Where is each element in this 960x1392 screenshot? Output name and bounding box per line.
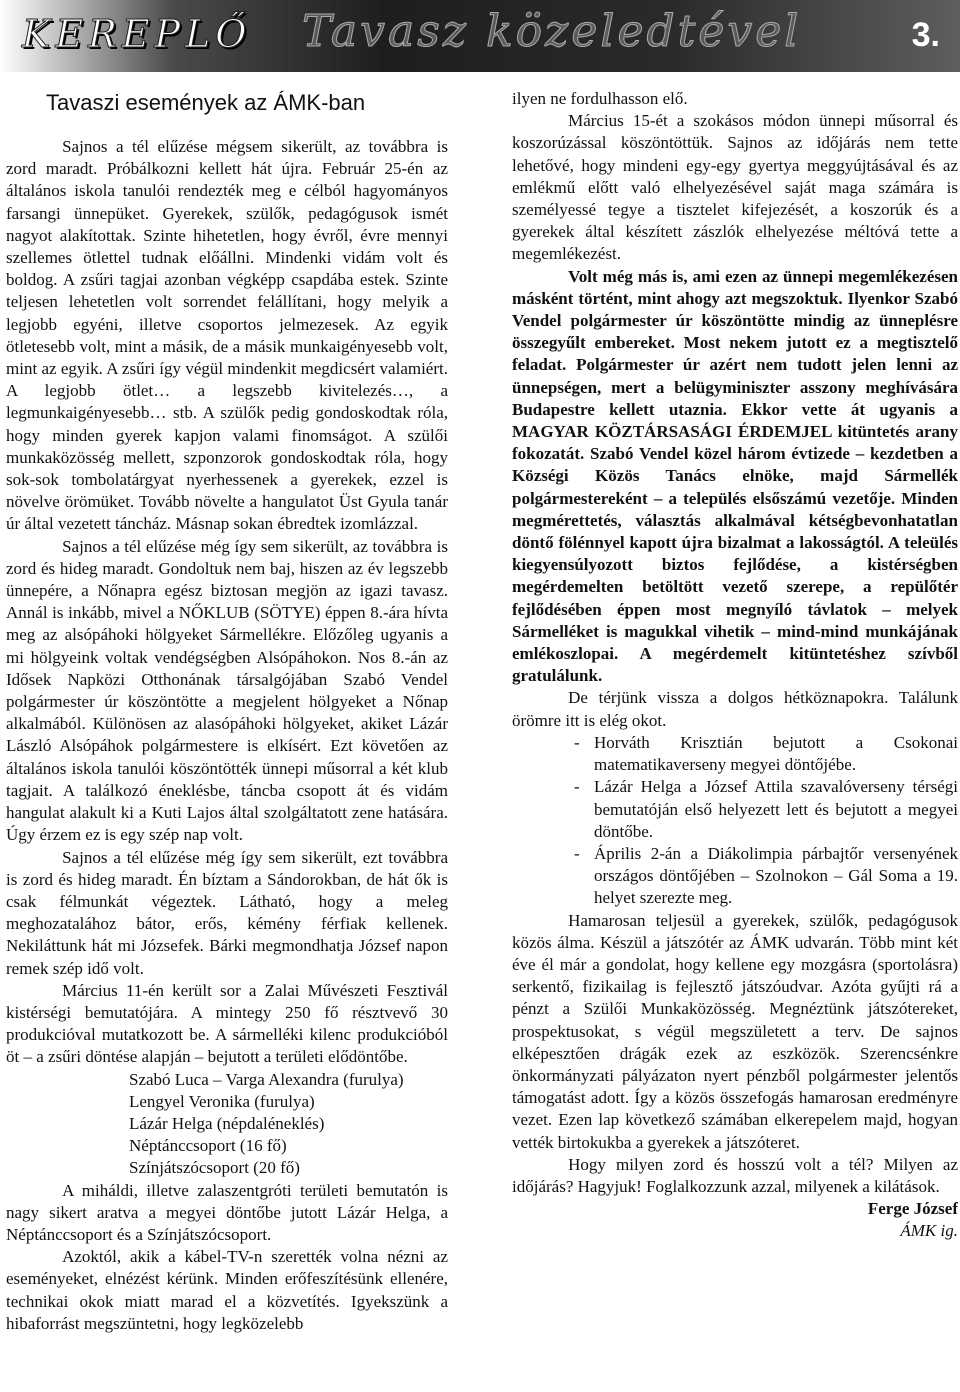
paragraph-idojaras: Hogy milyen zord és hosszú volt a tél? Milyen az időjárás? Hagyjuk! Foglalkozzunk azzal, milyenek a kilátások. — [512, 1154, 958, 1196]
left-column — [6, 90, 448, 1390]
list-item: Színjátszócsoport (20 fő) — [129, 1158, 300, 1178]
list-item: Lengyel Veronika (furulya) — [129, 1091, 315, 1111]
list-item: - Április 2-án a Diákolimpia párbajtőr versenyének országos döntőjében – Szolnokon – Gál Soma a 19. helyet szerezte meg. — [574, 843, 958, 910]
issue-theme: Tavasz közeledtével — [302, 6, 802, 57]
signature-org: ÁMK ig. — [900, 1221, 958, 1241]
paragraph-jatszoter: Hamarosan teljesül a gyerekek, szülők, pedagógusok közös álma. Készül a játszótér az ÁMK udvarán. Több mint két éve él már a gondolat, hogy kellene egy mozgásra (sportolásra) serkentő, fizikailag is fejlesztő játszóudvar. Azóta gyűjti rá a pénzt a Szülői Munkaközösség. Megnéztünk játszótereket, prospektusokat, s végül megszületett a terv. De sajnos elképesztően drágák ezek az eszközök. Szerencsénkre önkormányzati pályázaton nyert pénzből polgármester jelentős támogatást adott. Így a közös összefogás hamarosan eredményre vezet. Ezen lap következő számában elkerepelem majd, hogyan vették birtokukba a gyerekek a játszóteret. — [512, 910, 958, 1152]
paragraph-nonap: Sajnos a tél elűzése még így sem sikerült, az továbbra is zord és hideg maradt. Gondoltuk nem baj, hiszen az év legszebb ünnepére, a Nőnapra egész biztosan megjön az igazi tavasz. Annál is inkább, mivel a NŐKLUB (SÖTYE) éppen 8.-ára hívta meg az alsópáhoki hölgyeket Sármellékre. Előzőleg ugyanis a mi hölgyeink voltak vendégségben Alsópáhokon. Nos 8.-án az Idősek Napközi Otthonának társalgójában Szabó Vendel polgármester úr köszöntötte a megjelent hölgyeket a Nőnap alkalmából. Különösen az alasópáhoki hölgyeket, akiket Lázár László Alsópáhok polgármestere is elkísért. Ezt követően az általános iskola tanulói köszöntötték ünnepi műsorral a két klub tagjait. A találkozó éneklésbe, táncba csopott át és vidám hangulat alakult ki a Kuti Lajos által szolgáltatott zene hatására. Úgy érzem ez is egy szép nap volt. — [6, 536, 448, 845]
paragraph-continuation: ilyen ne fordulhasson elő. — [512, 89, 688, 108]
page-number: 3. — [911, 16, 940, 54]
list-item: Szabó Luca – Varga Alexandra (furulya) — [129, 1069, 404, 1089]
masthead-banner — [0, 0, 960, 72]
paragraph-hetkoznapok: De térjünk vissza a dolgos hétköznapokra. Találunk örömre itt is elég okot. — [512, 688, 958, 730]
paragraph-fesztival: Március 11-én került sor a Zalai Művészeti Fesztivál kistérségi bemutatójára. A mintegy 250 fő résztvevő 30 produkcióval mutatkozott be. A sármelléki kilenc produkcióból öt – a zsűri döntése alapján – bejutott a területi elődöntőbe. — [6, 980, 448, 1067]
list-item: - Horváth Krisztián bejutott a Csokonai matematikaverseny megyei döntőjébe. — [574, 732, 958, 776]
paragraph-megyei-donto: A miháldi, illetve zalaszentgróti területi bemutatón is nagy sikert aratva a megyei döntőbe jutott Lázár Helga, a Néptánccsoport és a Színjátszócsoport. — [6, 1180, 448, 1244]
signature-name: Ferge József — [867, 1199, 958, 1219]
paragraph-kabel-tv: Azoktól, akik a kábel-TV-n szerették volna nézni az eseményeket, elnézést kérünk. Minden erőfeszítésünk ellenére, technikai okok miatt marad el a közvetítés. Igyekszünk a hibaforrást megszüntetni, hogy legközelebb — [6, 1247, 448, 1333]
achievements-list — [512, 732, 958, 910]
paragraph-kituntetes: Volt még más is, ami ezen az ünnepi megemlékezésen másként történt, mint ahogy azt megszoktuk. Ilyenkor Szabó Vendel polgármester úr köszöntötte mindig az ünneplésre összegyűlt embereket. Most nekem jutott ez a megtisztelő feladat. Polgármester úr azért nem tudott jelen lenni az ünnepségen, mert a belügyminiszter asszony meghívására Budapestre kellett utaznia. Ekkor vette át ugyanis a MAGYAR KÖZTÁRSASÁGI ÉRDEMJEL kitüntetés arany fokozatát. Szabó Vendel közel három évtizede – kezdetben a Községi Közös Tanács elnöke, majd Sármellék polgármestereként – a település elsőszámú vezetője. Minden megmérettetés, választás alkalmával kétségbevonhatatlan döntő fölénnyel kapott újra bizalmat a lakosságtól. A teleülés kiegyensúlyozott biztos fejlődése, a kistérségben megérdemelten betöltött vezető szerepe, a repülőtér fejlődésében éppen most megnyíló távlatok – melyek Sármelléket is magukkal vihetik – mind-mind munkájának emlékoszlopai. A megérdemelt kitüntetéshez szívből gratulálunk. — [512, 266, 958, 686]
paragraph-farsang: Sajnos a tél elűzése mégsem sikerült, az továbbra is zord maradt. Próbálkozni kellett hát újra. Február 25-én az általános iskola tanulói rendezték meg e célból hagyományos farsangi ünnepüket. Gyerekek, szülők, pedagógusok ismét nagyot alakítottak. Szinte hihetetlen, hogy évről, évre mennyi szellemes ötlettel tudnak előállni. Mindenki vidám volt és boldog. A zsűri tagjai azonban végképp csapdába estek. Szinte teljesen lehetetlen volt sorrendet felállítani, hogy melyik a legjobb egyéni, illetve csoportos jelmezesek. Az egyik ötletesebb volt, mint a másik, de a másik munkaigényesebb volt, mint az egyik. A zsűri így végül mindenkit megdicsért valamiért. A legjobb ötlet… a legszebb kivitelezés…, a legmunkaigényesebb… stb. A szülők pedig gondoskodtak róla, hogy minden gyerek kapjon valami finomságot. A szülői munkaközösség mellett, szponzorok gondoskodtak róla, hogy sok-sok tombolatárgyat nyerhessenek a gyerekek, ezzel is növelve örömüket. Tovább növelte a hangulatot Üst Gyula tanár úr által vezetett táncház. Másnap sokan ébredtek izomlázzal. — [6, 137, 448, 534]
right-column — [512, 88, 958, 1388]
paragraph-marcius-15: Március 15-ét a szokásos módon ünnepi műsorral és koszorúzással köszöntöttük. Sajnos az időjárás nem tette lehetővé, hogy mindeni egy-egy gyertya meggyújtásával és az emlékmű előtt való elhelyezésével saját maga számára is személyessé tegye a tisztelet kifejezését, a koszorúk és a gyerekek által készített zászlók elhelyezése méltóvá tette a megemlékezést. — [512, 111, 958, 264]
article-title: Tavaszi események az ÁMK-ban — [46, 90, 366, 115]
masthead-title: KEREPLŐ — [22, 12, 252, 56]
list-item: - Lázár Helga a József Attila szavalóverseny térségi bemutatóján első helyezett lett és bejutott a megyei döntőbe. — [574, 776, 958, 843]
qualifiers-list — [6, 1069, 448, 1180]
list-item: Néptánccsoport (16 fő) — [129, 1136, 287, 1156]
list-item: Lázár Helga (népdaléneklés) — [129, 1113, 325, 1133]
signature — [512, 1198, 958, 1242]
paragraph-jozsef: Sajnos a tél elűzése még így sem sikerült, ezt továbbra is zord és hideg maradt. Én bíztam a Sándorokban, de hát ők is csak félmunkát végeztek. Látható, hogy a meleg meghozatalához bátor, erős, kémény férfiak kellenek. Nekiláttunk hát mi Józsefek. Bárki megmondhatja József napon remek szép idő volt. — [6, 847, 448, 978]
